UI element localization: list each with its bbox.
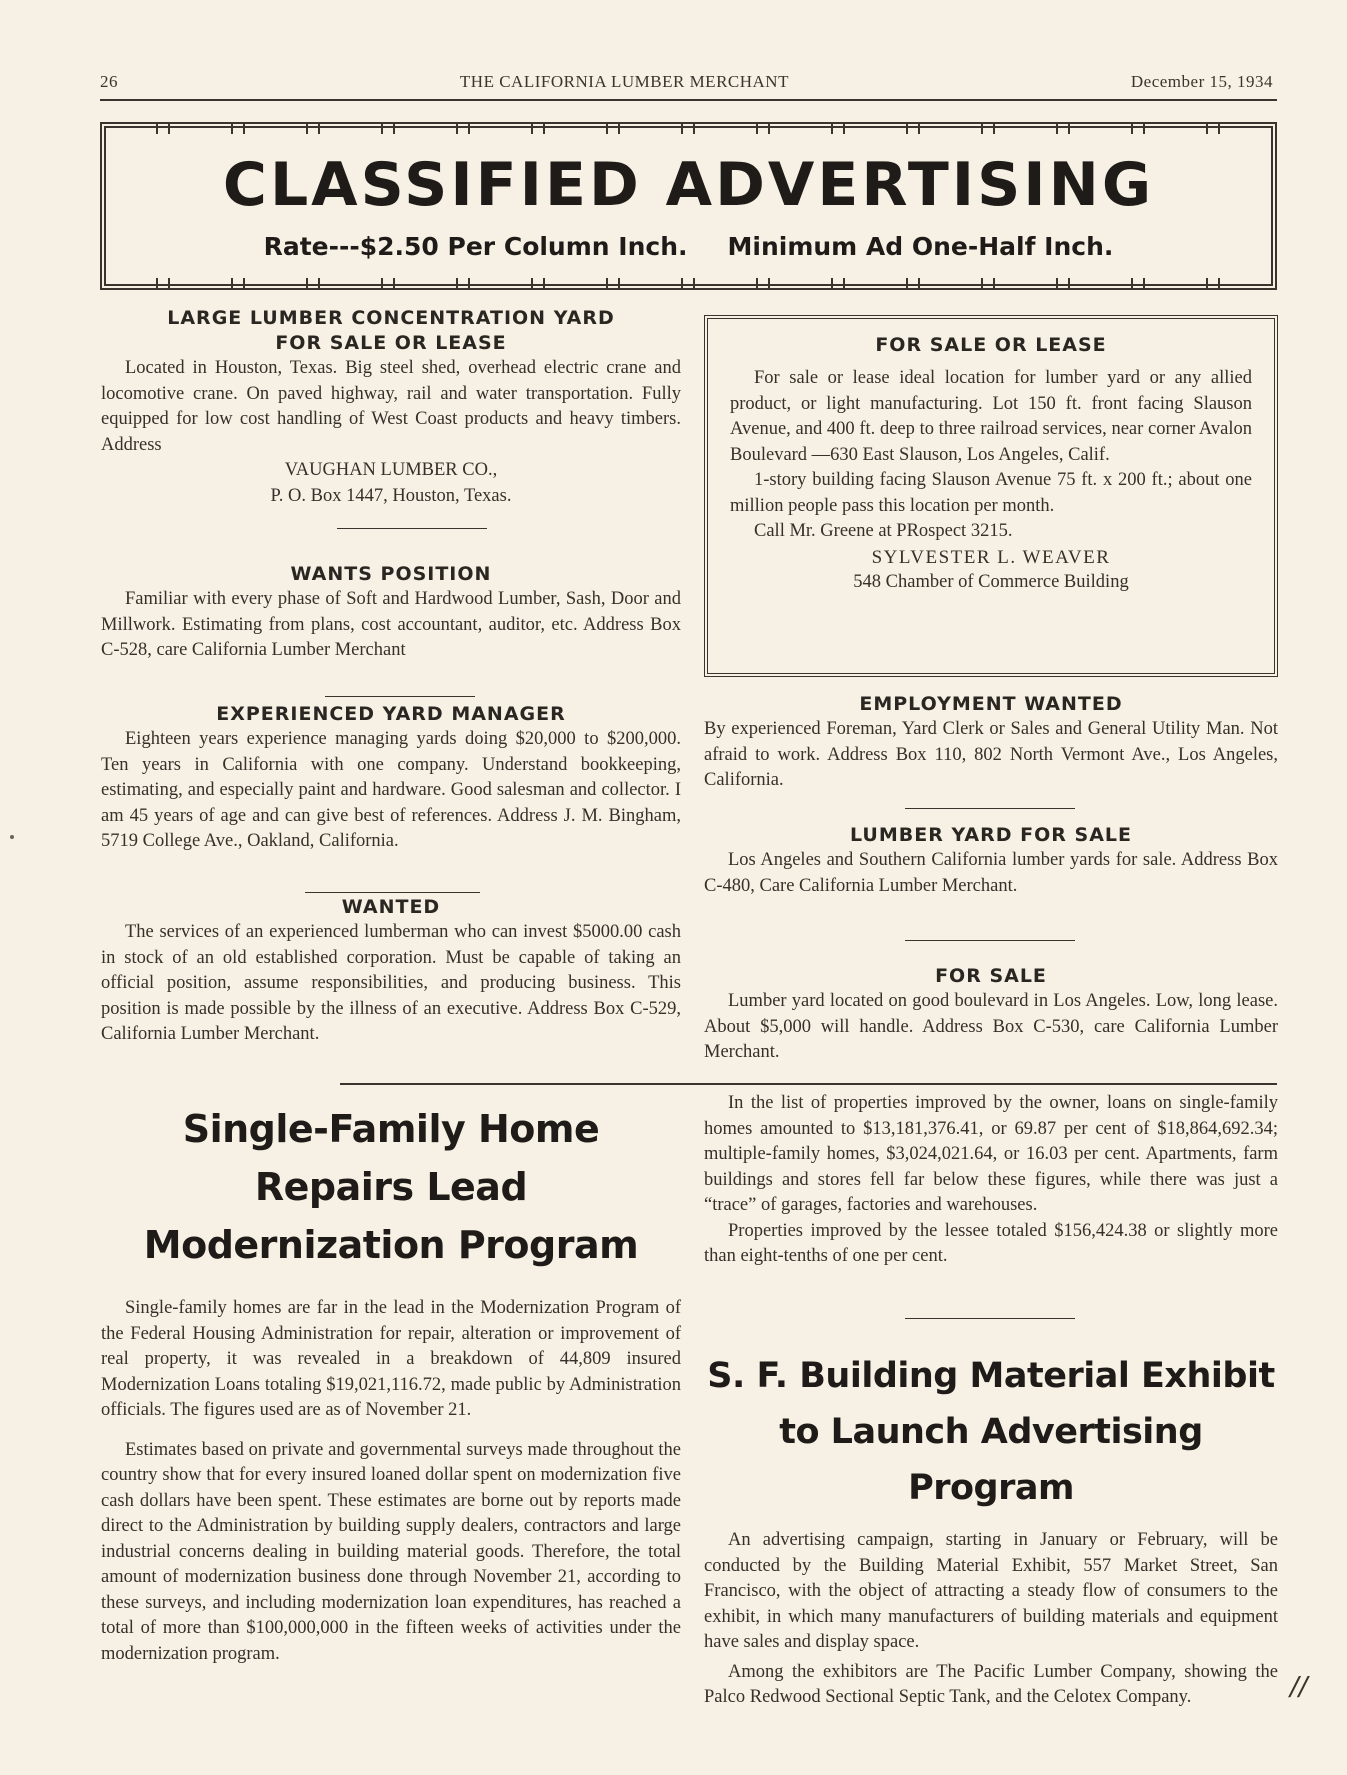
ad-concentration-yard xyxy=(101,306,681,509)
ad-contact-name: SYLVESTER L. WEAVER xyxy=(871,546,1111,568)
article-paragraph: Single-family homes are far in the lead in the Modernization Program of the Federal Housing Administration for repair, alteration or improvement of real property, it was revealed in a breakdown of 44,809 insured Modernization Loans totaling $19,021,116.72, made public by Administration officials. The figures used are as of November 21. xyxy=(101,1298,681,1420)
article-headline: S. F. Building Material Exhibit xyxy=(707,1356,1275,1396)
ad-company: VAUGHAN LUMBER CO., xyxy=(284,460,498,480)
ad-body: By experienced Foreman, Yard Clerk or Sales and General Utility Man. Not afraid to work. Address Box 110, 802 North Vermont Ave., Los Angeles, California. xyxy=(704,719,1278,790)
article-headline: Single-Family Home Repairs Lead xyxy=(182,1107,600,1209)
ad-body: Located in Houston, Texas. Big steel shed, overhead electric crane and locomotive crane. On paved highway, rail and water transportation. Fully equipped for low cost handling of West Coast products and heavy timbers. Address xyxy=(101,358,681,455)
banner-title: CLASSIFIED ADVERTISING xyxy=(222,150,1155,220)
ad-body: Los Angeles and Southern California lumber yards for sale. Address Box C-480, Care California Lumber Merchant. xyxy=(704,850,1278,896)
ad-heading: WANTS POSITION xyxy=(290,563,492,585)
ad-wanted xyxy=(101,895,681,1048)
ad-lumber-yard-for-sale xyxy=(704,823,1278,899)
ad-heading: WANTED xyxy=(341,896,441,918)
article-paragraph: Estimates based on private and governmental surveys made throughout the country show that for every insured loaned dollar spent on modernization five cash dollars have been spent. These estimates are borne out by reports made direct to the Administration by building supply dealers, contractors and large industrial concerns dealing in building material goods. Therefore, the total amount of modernization business done through November 21, according to these surveys, and including modernization loan expenditures, has reached a total of more than $100,000,000 in the fifteen weeks of activities under the modernization program. xyxy=(101,1439,681,1664)
separator-rule xyxy=(337,528,487,529)
ad-wants-position xyxy=(101,562,681,664)
ad-body: The services of an experienced lumberman who can invest $5000.00 cash in stock of an old established corporation. Must be capable of taking an official position, assume responsibilities, and producing business. This position is made possible by the illness of an executive. Address Box C-529, California Lumber Merchant. xyxy=(101,922,681,1044)
ad-heading: EXPERIENCED YARD MANAGER xyxy=(216,703,566,725)
ad-heading: FOR SALE xyxy=(935,965,1047,987)
article-home-repairs xyxy=(101,1100,681,1667)
ad-heading: FOR SALE OR LEASE xyxy=(275,332,507,354)
separator-rule xyxy=(325,696,475,697)
issue-date: December 15, 1934 xyxy=(1130,72,1273,91)
handwritten-mark: // xyxy=(1290,1672,1308,1702)
article-paragraph: Among the exhibitors are The Pacific Lumber Company, showing the Palco Redwood Sectional Septic Tank, and the Celotex Company. xyxy=(704,1661,1278,1707)
page-number: 26 xyxy=(100,72,118,91)
running-head xyxy=(100,72,1273,92)
separator-rule xyxy=(905,1318,1075,1319)
separator-rule xyxy=(905,940,1075,941)
article-paragraph: Properties improved by the lessee totaled $156,424.38 or slightly more than eight-tenths of one per cent. xyxy=(704,1220,1278,1266)
banner-border-bottom xyxy=(106,278,1271,288)
separator-rule xyxy=(305,892,480,893)
article-paragraph: In the list of properties improved by the owner, loans on single-family homes amounted to $13,181,376.41, or 69.87 per cent of $18,864,692.34; multiple-family homes, $3,024,021.64, or 16.03 per cent. Apartments, farm buildings and stores fell far below these figures, while there was just a “trace” of garages, factories and warehouses. xyxy=(704,1093,1278,1215)
classified-banner xyxy=(100,122,1277,290)
ad-heading: LUMBER YARD FOR SALE xyxy=(850,824,1132,846)
rate-text: Rate---$2.50 Per Column Inch. xyxy=(263,232,688,261)
ad-body: Eighteen years experience managing yards doing $20,000 to $200,000. Ten years in California with one company. Understand bookkeeping, estimating, and especially paint and hardware. Good salesman and collector. I am 45 years of age and can give best of references. Address J. M. Bingham, 5719 College Ave., Oakland, California. xyxy=(101,729,681,851)
margin-speck xyxy=(10,835,14,839)
article-headline: Modernization Program xyxy=(143,1223,639,1267)
section-rule xyxy=(340,1083,1277,1085)
article-headline: to Launch Advertising Program xyxy=(779,1412,1203,1508)
header-rule xyxy=(100,99,1277,101)
article-home-repairs-continued xyxy=(704,1091,1278,1270)
publication-title: THE CALIFORNIA LUMBER MERCHANT xyxy=(459,72,789,91)
article-paragraph: An advertising campaign, starting in January or February, will be conducted by the Building Material Exhibit, 557 Market Street, San Francisco, with the object of attracting a steady flow of consumers to the exhibit, in which many manufacturers of building materials and equipment have sales and display space. xyxy=(704,1530,1278,1652)
ad-heading: LARGE LUMBER CONCENTRATION YARD xyxy=(167,307,615,329)
separator-rule xyxy=(905,808,1075,809)
ad-yard-manager xyxy=(101,702,681,855)
ad-contact-address: 548 Chamber of Commerce Building xyxy=(853,572,1129,592)
ad-body: Lumber yard located on good boulevard in Los Angeles. Low, long lease. About $5,000 will handle. Address Box C-530, care California Lumber Merchant. xyxy=(704,991,1278,1062)
minimum-text: Minimum Ad One-Half Inch. xyxy=(727,232,1114,261)
ad-body: For sale or lease ideal location for lumber yard or any allied product, or light manufacturing. Lot 150 ft. front facing Slauson Avenue, and 400 ft. deep to three railroad services, near corner Avalon Boulevard —630 East Slauson, Los Angeles, Calif. xyxy=(730,368,1252,465)
ad-heading: FOR SALE OR LEASE xyxy=(875,334,1107,356)
ad-address: P. O. Box 1447, Houston, Texas. xyxy=(270,485,512,506)
banner-border-top xyxy=(106,124,1271,134)
ad-heading: EMPLOYMENT WANTED xyxy=(859,693,1123,715)
ad-employment-wanted xyxy=(704,692,1278,794)
article-building-exhibit xyxy=(704,1348,1278,1711)
ad-body: Familiar with every phase of Soft and Hardwood Lumber, Sash, Door and Millwork. Estimating from plans, cost accountant, auditor, etc. Address Box C-528, care California Lumber Merchant xyxy=(101,589,681,660)
ad-body: Call Mr. Greene at PRospect 3215. xyxy=(754,521,1013,541)
ad-for-sale xyxy=(704,964,1278,1066)
ad-sale-or-lease-box xyxy=(704,315,1278,677)
banner-rates xyxy=(106,232,1271,261)
ad-body: 1-story building facing Slauson Avenue 75 ft. x 200 ft.; about one million people pass this location per month. xyxy=(730,470,1252,516)
